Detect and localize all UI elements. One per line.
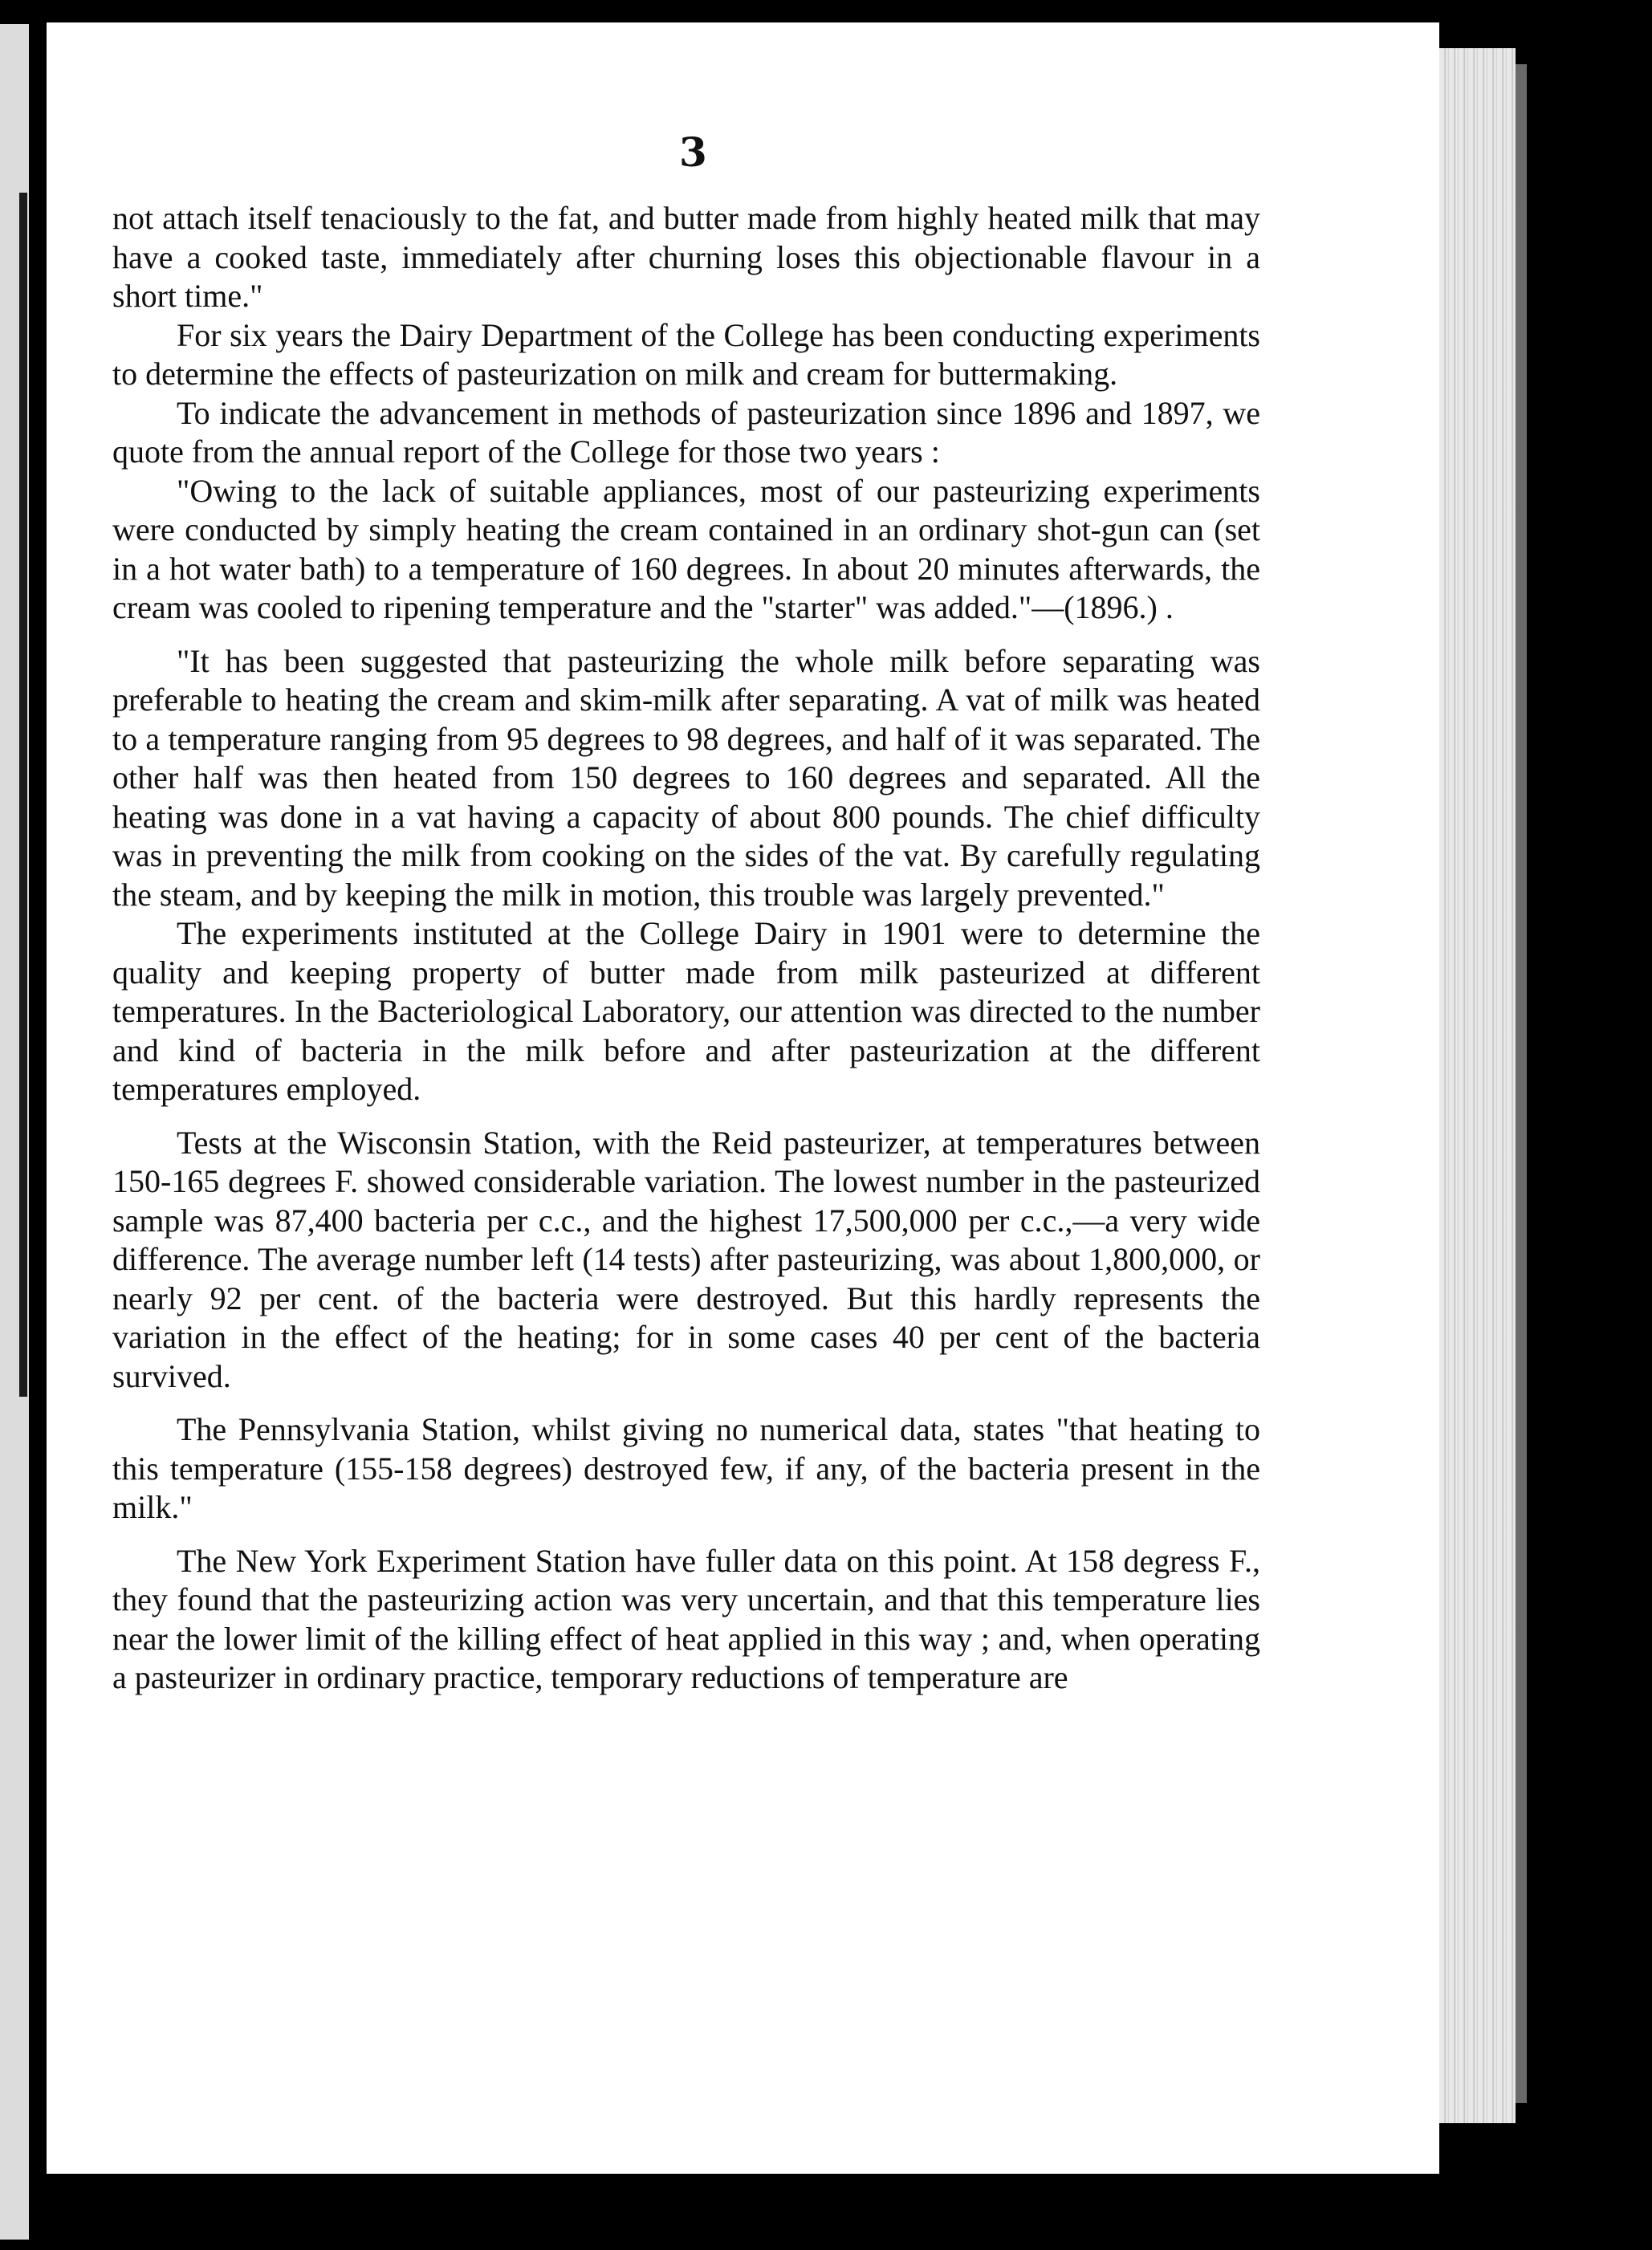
- binding-shadow: [19, 193, 27, 1397]
- page-number: 3: [679, 128, 707, 176]
- paragraph: For six years the Dairy Department of the College has been conducting experiments to determine the effects of pasteurization on milk and cream for buttermaking.: [112, 316, 1260, 392]
- paragraph: The experiments instituted at the College Dairy in 1901 were to determine the quality and keeping property of butter made from milk pasteurized at different temperatures. In the Bacteriological Laboratory, our attention was directed to the number and kind of bacteria in the milk before and after pasteurization at the different temperatures employed.: [112, 915, 1260, 1107]
- page-stack-edges: [1439, 48, 1516, 2123]
- paragraph: The Pennsylvania Station, whilst giving no numerical data, states "that heating to this temperature (155-158 degrees) destroyed few, if any, of the bacteria present in the milk.": [112, 1411, 1260, 1525]
- paragraph: The New York Experiment Station have fuller data on this point. At 158 degress F., they found that the pasteurizing action was very uncertain, and that this temperature lies near the lower limit of the killing effect of heat applied in this way ; and, when operating a pasteurizer in ordinary practice, temporary reductions of temperature are: [112, 1542, 1260, 1695]
- paragraph-quote: "It has been suggested that pasteurizing the whole milk before separating was preferable to heating the cream and skim-milk after separating. A vat of milk was heated to a temperature ranging from 95 degrees to 98 degrees, and half of it was separated. The other half was then heated from 150 degrees to 160 degrees and separated. All the heating was done in a vat having a capacity of about 800 pounds. The chief difficulty was in preventing the milk from cooking on the sides of the vat. By carefully regulating the steam, and by keeping the milk in motion, this trouble was largely prevented.": [112, 642, 1260, 913]
- paragraph: Tests at the Wisconsin Station, with the Reid pasteurizer, at temperatures between 150-165 degrees F. showed considerable variation. The lowest number in the pasteurized sample was 87,400 bacteria per c.c., and the highest 17,500,000 per c.c.,—a very wide difference. The average number left (14 tests) after pasteurizing, was about 1,800,000, or nearly 92 per cent. of the bacteria were destroyed. But this hardly represents the variation in the effect of the heating; for in some cases 40 per cent of the bacteria survived.: [112, 1124, 1260, 1394]
- paragraph-quote: "Owing to the lack of suitable appliances, most of our pasteurizing experiments were conducted by simply heating the cream contained in an ordinary shot-gun can (set in a hot water bath) to a temperature of 160 degrees. In about 20 minutes afterwards, the cream was cooled to ripening temperature and the "starter" was added."—(1896.) .: [112, 472, 1260, 625]
- paragraph: To indicate the advancement in methods of pasteurization since 1896 and 1897, we quote from the annual report of the College for those two years :: [112, 394, 1260, 470]
- body-text: [112, 199, 1260, 1698]
- page-stack-shadow: [1516, 64, 1527, 2103]
- paragraph-continued: not attach itself tenaciously to the fat, and butter made from highly heated milk that may have a cooked taste, immediately after churning loses this objectionable flavour in a short time.": [112, 200, 1260, 314]
